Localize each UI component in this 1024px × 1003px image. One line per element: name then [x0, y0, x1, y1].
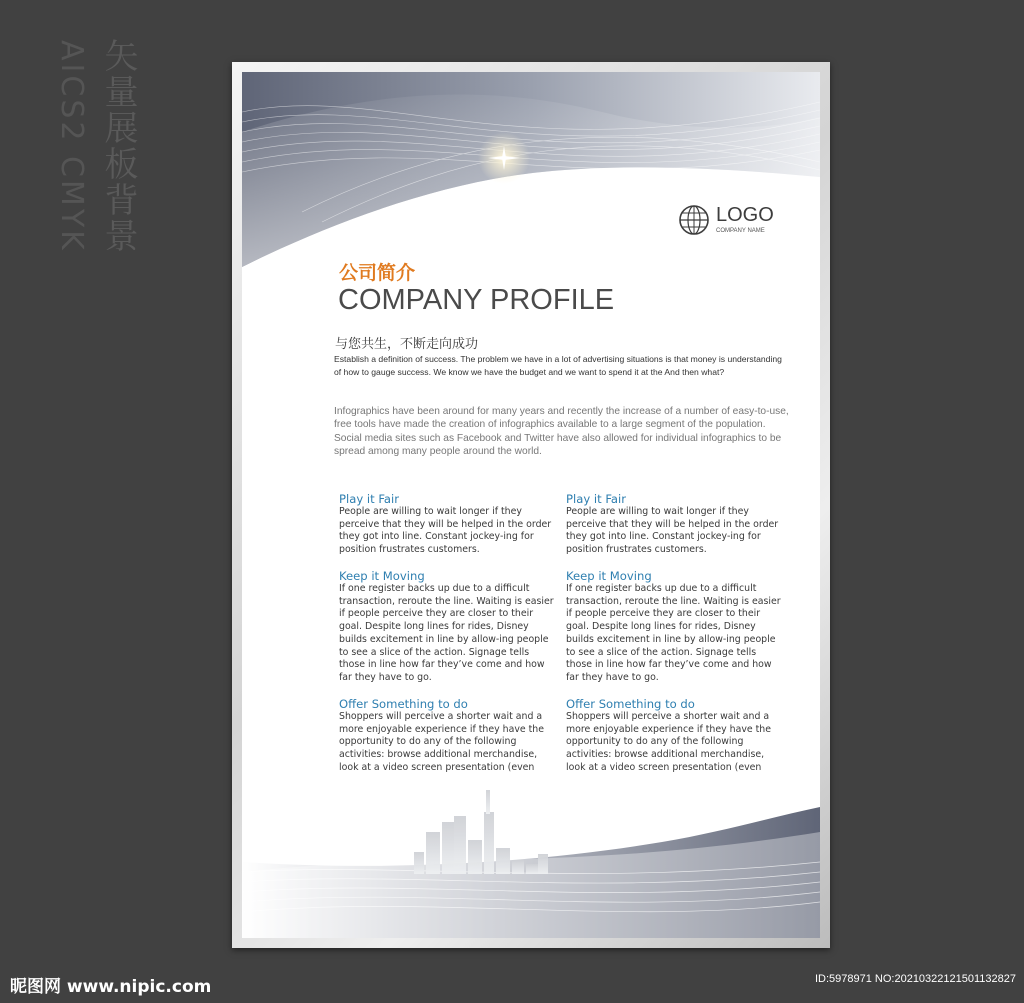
company-logo — [678, 204, 788, 244]
section-heading: Offer Something to do — [566, 697, 695, 711]
display-board — [242, 72, 820, 938]
slogan: 与您共生，不断走向成功 — [335, 337, 479, 352]
section-body: If one register backs up due to a difficult transaction, reroute the line. Waiting is easier if people perceive they are closer to their goal. Despite long lines for rides, Disney builds excitement in line by allow-ing people to see a slice of the action. Signage tells those in line how far they’ve come and how far they have to go. — [339, 583, 554, 683]
section-keep-it-moving — [339, 569, 554, 685]
section-body: If one register backs up due to a difficult transaction, reroute the line. Waiting is easier if people perceive they are closer to their goal. Despite long lines for rides, Disney builds excitement in line by allow-ing people to see a slice of the action. Signage tells those in line how far they’ve come and how far they have to go. — [566, 583, 781, 683]
logo-text: LOGO — [716, 204, 774, 226]
side-caption-cn: 矢量展板背景 — [98, 38, 138, 254]
image-id-label: ID:5978971 NO:20210322121501132827 — [814, 973, 1016, 985]
section-offer-something — [566, 697, 781, 775]
section-offer-something — [339, 697, 554, 775]
section-keep-it-moving — [566, 569, 781, 685]
section-heading: Offer Something to do — [339, 697, 468, 711]
side-caption-en: AICS2 CMYK — [54, 40, 89, 253]
section-heading: Play it Fair — [339, 492, 400, 506]
body-paragraph: Infographics have been around for many years and recently the increase of a number of easy-to-use, free tools have made the creation of infographics available to a large segment of the population. Social media sites such as Facebook and Twitter have also allowed for individual infographics to be spread among many people around the world. — [334, 406, 789, 458]
section-heading: Keep it Moving — [339, 569, 425, 583]
intro-text: Establish a definition of success. The problem we have in a lot of advertising situations is that money is understanding of how to gauge success. We know we have the budget and we want to spend it at the And then what? — [334, 354, 782, 377]
section-heading: Keep it Moving — [566, 569, 652, 583]
title-english: COMPANY PROFILE — [338, 284, 615, 316]
section-heading: Play it Fair — [566, 492, 627, 506]
section-body: People are willing to wait longer if they perceive that they will be helped in the order they got into line. Constant jockey-ing for position frustrates customers. — [566, 506, 779, 556]
display-board-frame — [232, 62, 830, 948]
side-caption — [54, 38, 138, 278]
logo-company-name: COMPANY NAME — [716, 228, 765, 234]
section-body: Shoppers will perceive a shorter wait and a more enjoyable experience if they have the opportunity to do any of the following activities: browse additional merchandise, look at a video screen presentation (even — [339, 711, 545, 773]
section-body: Shoppers will perceive a shorter wait and a more enjoyable experience if they have the opportunity to do any of the following activities: browse additional merchandise, look at a video screen presentation (even — [566, 711, 772, 773]
site-watermark: 昵图网 www.nipic.com — [10, 977, 212, 997]
title-chinese: 公司简介 — [339, 262, 416, 284]
section-play-it-fair — [339, 492, 554, 557]
section-play-it-fair — [566, 492, 781, 557]
section-body: People are willing to wait longer if they perceive that they will be helped in the order they got into line. Constant jockey-ing for position frustrates customers. — [339, 506, 552, 556]
globe-icon — [678, 204, 710, 236]
